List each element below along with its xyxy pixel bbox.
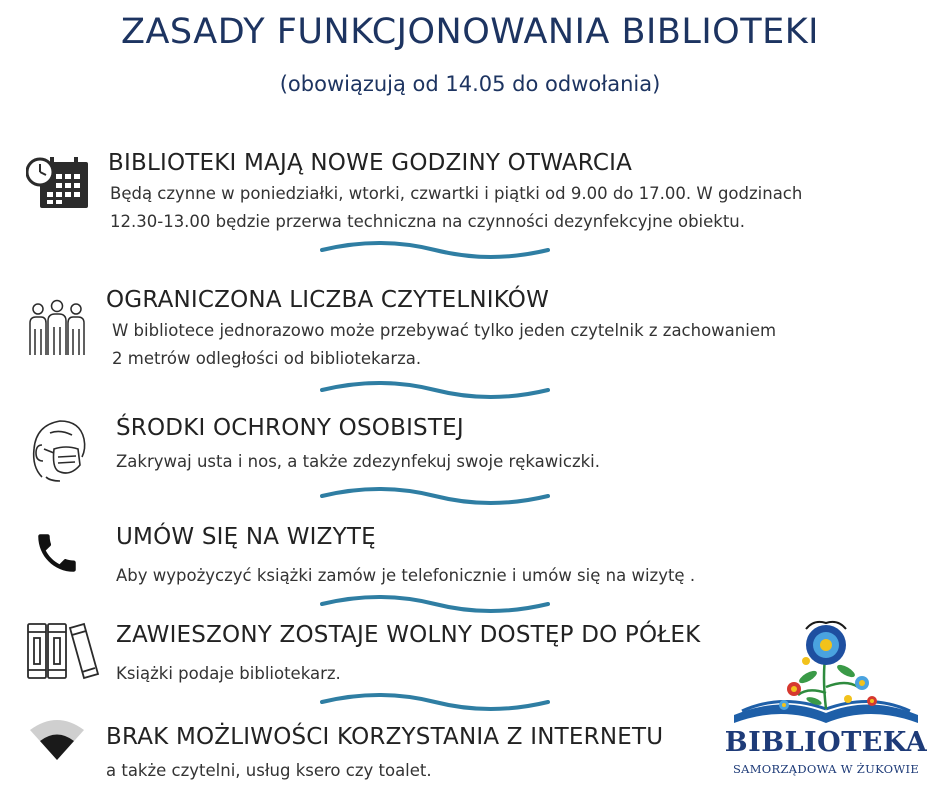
wave-divider: [320, 238, 550, 262]
section-text: Zakrywaj usta i nos, a także zdezynfekuj swoje rękawiczki.: [116, 452, 600, 471]
face-mask-icon: [26, 415, 90, 487]
section-heading: ZAWIESZONY ZOSTAJE WOLNY DOSTĘP DO PÓŁEK: [116, 622, 701, 648]
section-heading: BRAK MOŻLIWOŚCI KORZYSTANIA Z INTERNETU: [106, 724, 664, 750]
logo-subtitle: SAMORZĄDOWA W ŻUKOWIE: [732, 762, 920, 776]
section-heading: BIBLIOTEKI MAJĄ NOWE GODZINY OTWARCIA: [108, 150, 633, 176]
section-heading: ŚRODKI OCHRONY OSOBISTEJ: [116, 415, 464, 441]
books-icon: [26, 622, 100, 684]
section-text: W bibliotece jednorazowo może przebywać tylko jeden czytelnik z zachowaniem 2 metrów odległości od bibliotekarza.: [112, 321, 777, 368]
library-logo: [722, 615, 930, 785]
page-subtitle: (obowiązują od 14.05 do odwołania): [279, 72, 661, 96]
section-text: Aby wypożyczyć książki zamów je telefonicznie i umów się na wizytę .: [116, 566, 696, 585]
wave-divider: [320, 484, 550, 508]
section-text: a także czytelni, usług ksero czy toalet.: [106, 761, 432, 780]
wave-divider: [320, 378, 550, 402]
clock-calendar-icon: [26, 156, 92, 214]
section-text: Będą czynne w poniedziałki, wtorki, czwartki i piątki od 9.00 do 17.00. W godzinach 12.30-13.00 będzie przerwa techniczna na czynności dezynfekcyjne obiektu.: [110, 184, 803, 231]
section-heading: UMÓW SIĘ NA WIZYTĘ: [116, 524, 376, 550]
section-text: Książki podaje bibliotekarz.: [116, 664, 341, 683]
page-title: ZASADY FUNKCJONOWANIA BIBLIOTEKI: [121, 12, 819, 52]
logo-wordmark: BIBLIOTEKA: [724, 727, 928, 758]
phone-icon: [32, 528, 82, 582]
wifi-off-icon: [28, 716, 86, 766]
wave-divider: [320, 690, 550, 714]
section-heading: OGRANICZONA LICZBA CZYTELNIKÓW: [106, 287, 550, 313]
people-icon: [26, 299, 88, 365]
logo-emblem: [722, 615, 930, 727]
wave-divider: [320, 592, 550, 616]
